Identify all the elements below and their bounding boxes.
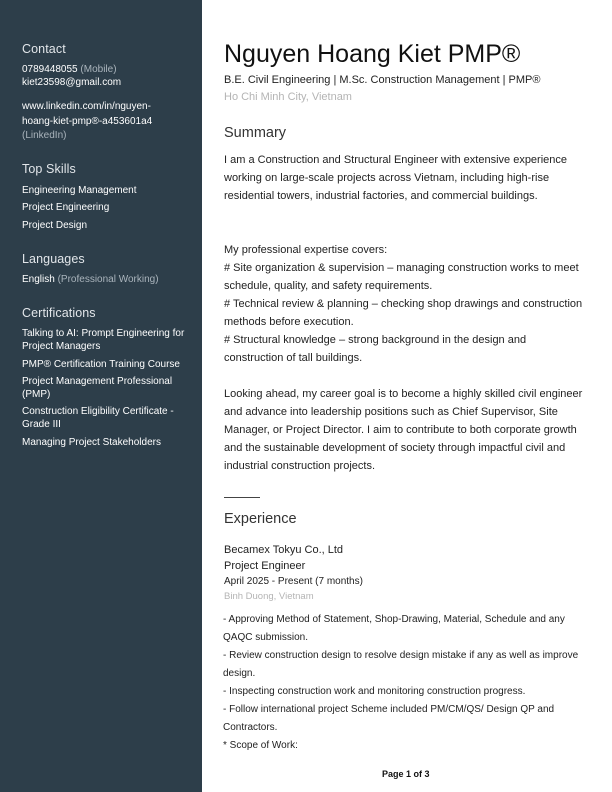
skill-item: Project Engineering	[22, 202, 110, 213]
languages-heading: Languages	[22, 252, 85, 266]
language-level: (Professional Working)	[57, 274, 159, 285]
linkedin-url-line-1[interactable]: www.linkedin.com/in/nguyen-	[22, 101, 151, 112]
certification-item: Managing Project Stakeholders	[22, 437, 161, 448]
language-name: English	[22, 274, 55, 285]
duty-item: - Approving Method of Statement, Shop-Drawing, Material, Schedule and any QAQC submission.	[223, 614, 565, 643]
profile-location: Ho Chi Minh City, Vietnam	[224, 91, 352, 103]
duty-item: - Inspecting construction work and monitoring construction progress.	[223, 686, 526, 697]
page-number: Page 1 of 3	[382, 769, 430, 779]
contact-phone[interactable]: 0789448055	[22, 64, 78, 75]
summary-heading: Summary	[224, 125, 287, 141]
experience-title: Project Engineer	[224, 560, 306, 572]
contact-heading: Contact	[22, 42, 66, 56]
linkedin-url-line-2[interactable]: hoang-kiet-pmp®-a453601a4	[22, 116, 153, 127]
certification-item: Project Management Professional (PMP)	[22, 376, 173, 400]
experience-dates: April 2025 - Present (7 months)	[224, 576, 363, 587]
certification-item: PMP® Certification Training Course	[22, 359, 180, 370]
certification-item: Talking to AI: Prompt Engineering for Project Managers	[22, 328, 185, 352]
section-divider	[224, 497, 260, 498]
page-footer	[382, 769, 430, 779]
summary-paragraph: My professional expertise covers: # Site organization & supervision – managing construction works to meet schedule, quality, and safety requirements. # Technical review & planning – checking shop drawings and construction methods before execution. # Structural knowledge – strong background in the design and construction of tall buildings.	[224, 244, 583, 364]
certifications-heading: Certifications	[22, 306, 96, 320]
contact-email[interactable]: kiet23598@gmail.com	[22, 77, 122, 88]
summary-paragraph: I am a Construction and Structural Engineer with extensive experience working on large-scale projects across Vietnam, including high-rise residential towers, industrial factories, and commercial buildings.	[224, 154, 568, 202]
linkedin-label: (LinkedIn)	[22, 130, 67, 141]
duty-item: - Review construction design to resolve design mistake if any as well as improve design.	[223, 650, 579, 679]
profile-headline: B.E. Civil Engineering | M.Sc. Construction Management | PMP®	[224, 74, 541, 86]
experience-company: Becamex Tokyu Co., Ltd	[224, 544, 344, 556]
contact-phone-type: (Mobile)	[80, 64, 117, 75]
experience-duties	[223, 611, 591, 755]
duty-item: * Scope of Work:	[223, 740, 298, 751]
language-line	[22, 273, 159, 286]
sidebar	[0, 0, 202, 792]
certification-item: Construction Eligibility Certificate - Grade III	[22, 406, 174, 430]
experience-heading: Experience	[224, 511, 297, 527]
skills-heading: Top Skills	[22, 162, 76, 176]
contact-phone-line	[22, 63, 117, 76]
skill-item: Project Design	[22, 220, 88, 231]
duty-item: - Follow international project Scheme included PM/CM/QS/ Design QP and Contractors.	[223, 704, 555, 733]
experience-location: Binh Duong, Vietnam	[224, 591, 314, 602]
summary-paragraph: Looking ahead, my career goal is to become a highly skilled civil engineer and advance into leadership positions such as Chief Supervisor, Site Manager, or Project Director. I aim to contribute to both corporate growth and the sustainable development of society through impactful civil and industrial construction projects.	[224, 388, 583, 472]
skill-item: Engineering Management	[22, 185, 137, 196]
profile-name: Nguyen Hoang Kiet PMP®	[224, 40, 521, 68]
